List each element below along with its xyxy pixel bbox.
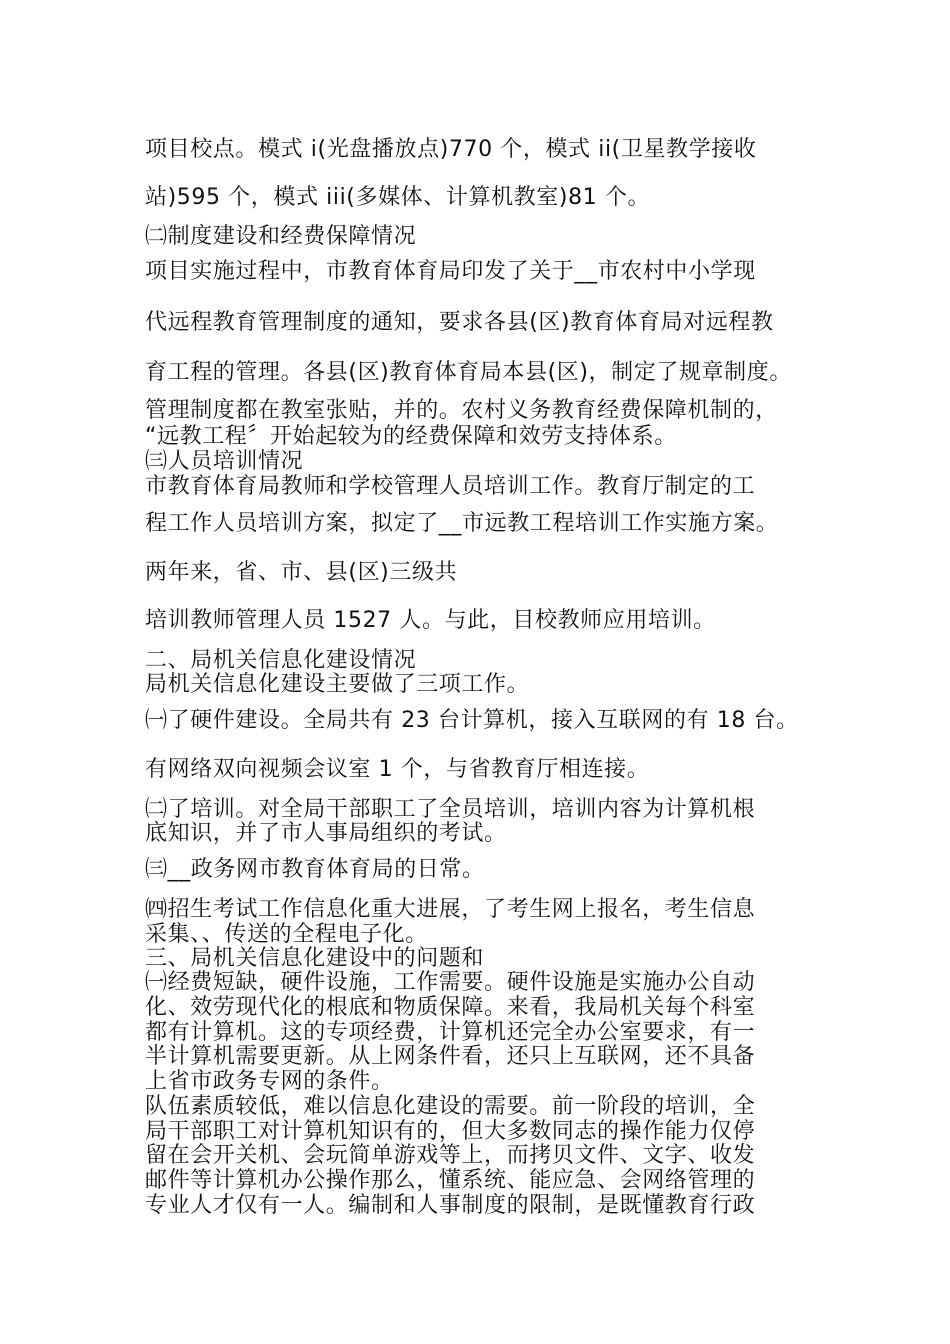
text-line: 底知识，并了市人事局组织的考试。 [145, 821, 507, 846]
text-line: 半计算机需要更新。从上网条件看，还只上互联网，还不具备 [145, 1044, 756, 1069]
text-line: 培训教师管理人员 1527 人。与此，目校教师应用培训。 [145, 608, 716, 633]
text-line: ㈡了培训。对全局干部职工了全员培训，培训内容为计算机根 [145, 797, 756, 822]
text-line: 采集、、传送的全程电子化。 [145, 922, 428, 947]
text-line: 都有计算机。这的专项经费，计算机还完全办公室要求，有一 [145, 1020, 756, 1045]
text-line: ㈢__政务网市教育体育局的日常。 [145, 857, 485, 882]
text-line: 留在会开关机、会玩简单游戏等上，而拷贝文件、文字、收发 [145, 1143, 756, 1168]
text-line: 站)595 个，模式 iii(多媒体、计算机教室)81 个。 [145, 185, 651, 210]
section-heading: ㈡制度建设和经费保障情况 [145, 224, 417, 249]
text-line: 局机关信息化建设主要做了三项工作。 [145, 672, 530, 697]
text-line: ㈠了硬件建设。全局共有 23 台计算机，接入互联网的有 18 台。 [145, 708, 799, 733]
text-line: 化、效劳现代化的根底和物质保障。来看，我局机关每个科室 [145, 995, 756, 1020]
section-heading: 二、局机关信息化建设情况 [145, 648, 417, 673]
text-line: ㈠经费短缺，硬件设施，工作需要。硬件设施是实施办公自动 [145, 970, 756, 995]
text-line: 项目校点。模式 i(光盘播放点)770 个，模式 ii(卫星教学接收 [145, 137, 757, 162]
text-line: 两年来，省、市、县(区)三级共 [145, 560, 458, 585]
text-line: 项目实施过程中，市教育体育局印发了关于__市农村中小学现 [145, 259, 756, 284]
text-line: 代远程教育管理制度的通知，要求各县(区)教育体育局对远程教 [145, 310, 774, 335]
text-line: 邮件等计算机办公操作那么，懂系统、能应急、会网络管理的 [145, 1168, 756, 1193]
text-line: 专业人才仅有一人。编制和人事制度的限制，是既懂教育行政 [145, 1193, 756, 1218]
text-line: 局干部职工对计算机知识有的，但大多数同志的操作能力仅停 [145, 1119, 756, 1144]
text-line: 管理制度都在教室张贴，并的。农村义务教育经费保障机制的， [145, 398, 778, 423]
text-line: 程工作人员培训方案，拟定了__市远教工程培训工作实施方案。 [145, 511, 779, 536]
section-heading: 三、局机关信息化建设中的问题和 [145, 946, 485, 971]
text-line: 市教育体育局教师和学校管理人员培训工作。教育厅制定的工 [145, 474, 756, 499]
text-line: 队伍素质较低，难以信息化建设的需要。前一阶段的培训，全 [145, 1094, 756, 1119]
section-heading: ㈢人员培训情况 [145, 449, 304, 474]
text-line: ㈣招生考试工作信息化重大进展，了考生网上报名，考生信息 [145, 897, 756, 922]
text-line: 有网络双向视频会议室 1 个，与省教育厅相连接。 [145, 757, 650, 782]
text-line: “远教工程〞开始起较为的经费保障和效劳支持体系。 [145, 424, 677, 449]
text-line: 上省市政务专网的条件。 [145, 1069, 394, 1094]
text-line: 育工程的管理。各县(区)教育体育局本县(区)，制定了规章制度。 [145, 360, 792, 385]
